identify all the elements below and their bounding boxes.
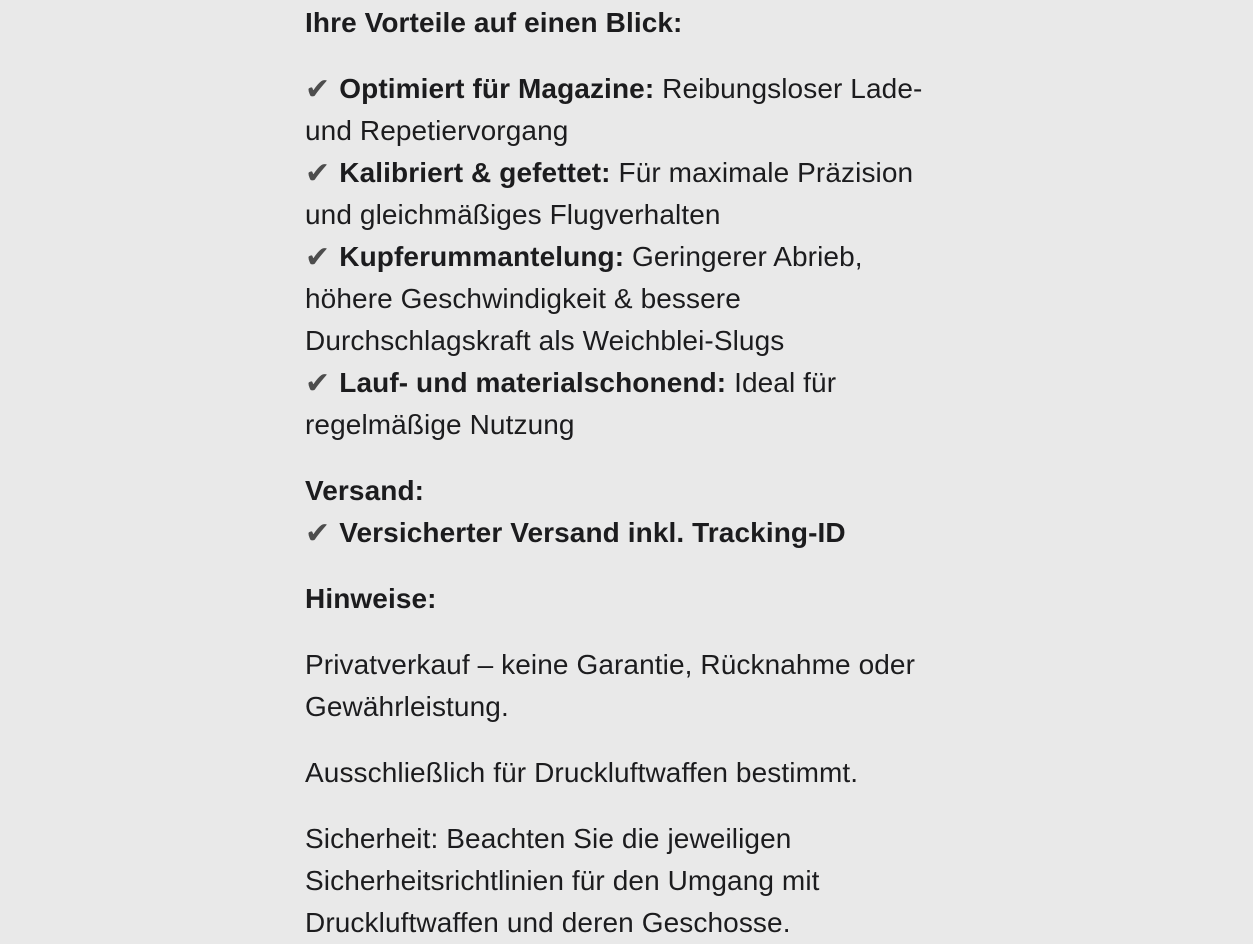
text: Ideal für bbox=[726, 367, 837, 398]
text-line bbox=[305, 278, 995, 320]
text-line bbox=[305, 644, 995, 686]
text: Reibungsloser Lade- bbox=[654, 73, 923, 104]
text-line bbox=[305, 236, 995, 278]
text-line bbox=[305, 194, 995, 236]
paragraph bbox=[305, 470, 995, 554]
check-icon: ✔ bbox=[305, 367, 331, 400]
text: Sicherheitsrichtlinien für den Umgang mit bbox=[305, 865, 820, 896]
bold-text: Hinweise: bbox=[305, 583, 437, 614]
bold-text: Ihre Vorteile auf einen Blick: bbox=[305, 7, 683, 38]
paragraph bbox=[305, 578, 995, 620]
text-line bbox=[305, 902, 995, 944]
text-line bbox=[305, 68, 995, 110]
bold-text: Versicherter Versand inkl. Tracking-ID bbox=[339, 517, 846, 548]
text-line bbox=[305, 320, 995, 362]
bold-text: Versand: bbox=[305, 475, 425, 506]
text: Durchschlagskraft als Weichblei-Slugs bbox=[305, 325, 785, 356]
text-line bbox=[305, 404, 995, 446]
paragraph bbox=[305, 68, 995, 446]
text: und Repetiervorgang bbox=[305, 115, 569, 146]
text: regelmäßige Nutzung bbox=[305, 409, 575, 440]
text-line bbox=[305, 818, 995, 860]
check-icon: ✔ bbox=[305, 517, 331, 550]
text-line bbox=[305, 860, 995, 902]
bold-text: Lauf- und materialschonend: bbox=[339, 367, 727, 398]
check-icon: ✔ bbox=[305, 157, 331, 190]
text-line bbox=[305, 362, 995, 404]
paragraph bbox=[305, 2, 995, 44]
text: Druckluftwaffen und deren Geschosse. bbox=[305, 907, 791, 938]
text: und gleichmäßiges Flugverhalten bbox=[305, 199, 721, 230]
bold-text: Kalibriert & gefettet: bbox=[339, 157, 611, 188]
bold-text: Kupferummantelung: bbox=[339, 241, 625, 272]
text: Für maximale Präzision bbox=[610, 157, 914, 188]
text: Sicherheit: Beachten Sie die jeweiligen bbox=[305, 823, 792, 854]
text-line bbox=[305, 152, 995, 194]
text-line bbox=[305, 752, 995, 794]
text-line bbox=[305, 2, 995, 44]
text: Geringerer Abrieb, bbox=[624, 241, 863, 272]
text-line bbox=[305, 110, 995, 152]
description-text bbox=[305, 2, 995, 944]
text-line bbox=[305, 578, 995, 620]
paragraph bbox=[305, 644, 995, 728]
bold-text: Optimiert für Magazine: bbox=[339, 73, 655, 104]
check-icon: ✔ bbox=[305, 73, 331, 106]
check-icon: ✔ bbox=[305, 241, 331, 274]
text: Privatverkauf – keine Garantie, Rücknahme oder bbox=[305, 649, 916, 680]
text-line bbox=[305, 470, 995, 512]
paragraph bbox=[305, 752, 995, 794]
paragraph bbox=[305, 818, 995, 944]
text-line bbox=[305, 512, 995, 554]
text: höhere Geschwindigkeit & bessere bbox=[305, 283, 741, 314]
text-line bbox=[305, 686, 995, 728]
text: Gewährleistung. bbox=[305, 691, 509, 722]
text: Ausschließlich für Druckluftwaffen bestimmt. bbox=[305, 757, 859, 788]
